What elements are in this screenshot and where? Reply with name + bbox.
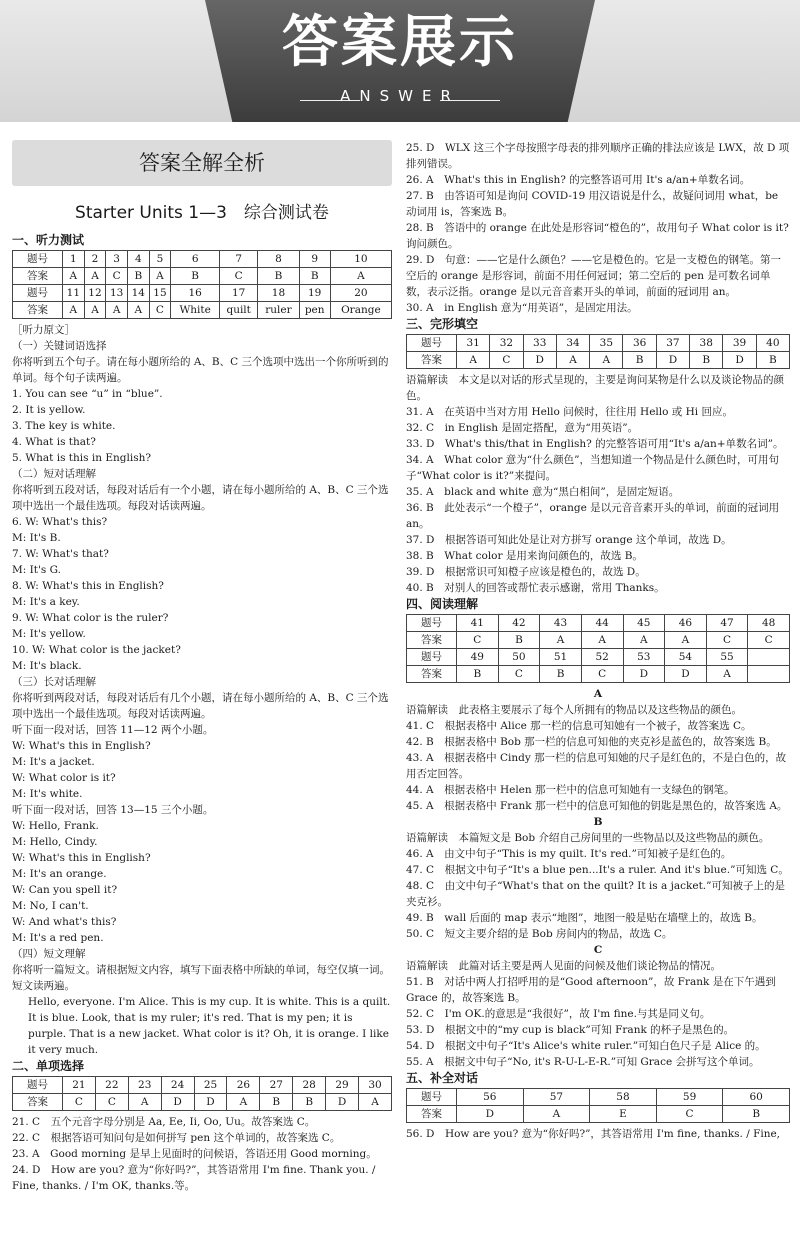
text-line: 10. W: What color is the jacket?	[12, 644, 181, 656]
text-line: 34. A What color 意为“什么颜色”，当想知道一个物品是什么颜色时，可用句子“What color is it?”来提问。	[406, 454, 779, 482]
text-line: 38. B What color 是用来询问颜色的，故选 B。	[406, 550, 643, 562]
table-cell: 49	[457, 649, 499, 666]
text-line: W: What's this in English?	[12, 740, 151, 752]
table-cell: C	[106, 268, 128, 285]
table-cell: 答案	[13, 1094, 63, 1111]
table-cell: C	[656, 1106, 723, 1123]
table-cell: D	[161, 1094, 194, 1111]
text-line: （二）短对话理解	[12, 468, 96, 480]
table-cell: A	[540, 632, 582, 649]
text-line: 21. C 五个元音字母分别是 Aa, Ee, Ii, Oo, Uu。故答案选 C。	[12, 1116, 316, 1128]
table-cell: 8	[258, 251, 299, 268]
text-line: 语篇解读 此篇对话主要是两人见面的问候及他们谈论物品的情况。	[406, 960, 721, 972]
answer-table-reading	[406, 614, 790, 683]
text-line: M: It's a red pen.	[12, 932, 104, 944]
table-cell: 题号	[407, 1089, 457, 1106]
text-line: W: Hello, Frank.	[12, 820, 99, 832]
table-cell: B	[127, 268, 149, 285]
test-title: Starter Units 1—3 综合测试卷	[75, 203, 329, 223]
text-line: 22. C 根据答语可知问句是如何拼写 pen 这个单词的，故答案选 C。	[12, 1132, 341, 1144]
table-row	[13, 1077, 392, 1094]
table-cell: 题号	[13, 285, 63, 302]
table-cell: 41	[457, 615, 499, 632]
text-line: 46. A 由文中句子“This is my quilt. It's red.”可知被子是红色的。	[406, 848, 732, 860]
text-line: 53. D 根据文中的“my cup is black”可知 Frank 的杯子是黑色的。	[406, 1024, 735, 1036]
text-line: 2. It is yellow.	[12, 404, 86, 416]
table-cell: 题号	[13, 1077, 63, 1094]
table-cell: 12	[84, 285, 106, 302]
text-line: 31. A 在英语中当对方用 Hello 问候时，往往用 Hello 或 Hi 回应。	[406, 406, 733, 418]
banner-title: 答案展示	[282, 10, 518, 75]
table-cell: A	[84, 268, 106, 285]
table-cell: 58	[590, 1089, 657, 1106]
table-cell: B	[260, 1094, 293, 1111]
text-line: 3. The key is white.	[12, 420, 116, 432]
reading-b-explanations	[406, 830, 790, 942]
table-cell: B	[723, 1106, 790, 1123]
table-row	[13, 268, 392, 285]
text-line: W: And what's this?	[12, 916, 117, 928]
text-line: 52. C I'm OK.的意思是“我很好”，故 I'm fine.与其是同义句。	[406, 1008, 711, 1020]
table-cell: C	[220, 268, 258, 285]
table-cell: 40	[756, 335, 789, 352]
table-cell: quilt	[220, 302, 258, 319]
table-cell: 答案	[407, 1106, 457, 1123]
text-line: 1. You can see “u” in “blue”.	[12, 388, 163, 400]
table-cell: 59	[656, 1089, 723, 1106]
table-row	[407, 335, 790, 352]
banner	[0, 0, 800, 122]
table-row	[13, 251, 392, 268]
text-line: 听下面一段对话，回答 11—12 两个小题。	[12, 724, 214, 736]
table-cell: A	[63, 302, 85, 319]
table-cell: 53	[623, 649, 665, 666]
table-cell: D	[523, 352, 556, 369]
table-cell: 52	[581, 649, 623, 666]
table-cell: A	[227, 1094, 260, 1111]
text-line: 30. A in English 意为“用英语”，是固定用法。	[406, 302, 638, 314]
table-cell: 44	[581, 615, 623, 632]
table-cell: 33	[523, 335, 556, 352]
text-line: （四）短文理解	[12, 948, 86, 960]
table-cell: A	[149, 268, 171, 285]
text-line: 36. B 此处表示“一个橙子”，orange 是以元音音素开头的单词，前面的冠词用 an。	[406, 502, 780, 530]
table-cell: 题号	[407, 615, 457, 632]
table-cell: C	[706, 632, 748, 649]
section-title-single-choice: 二、单项选择	[12, 1059, 85, 1073]
table-cell: 10	[330, 251, 391, 268]
table-cell: 55	[706, 649, 748, 666]
table-cell: B	[171, 268, 220, 285]
text-line: 你将听一篇短文。请根据短文内容，填写下面表格中所缺的单词，每空仅填一词。短文读两遍。	[12, 964, 390, 992]
text-line: 37. D 根据答语可知此处是让对方拼写 orange 这个单词，故选 D。	[406, 534, 732, 546]
table-row	[407, 1106, 790, 1123]
table-cell: 4	[127, 251, 149, 268]
table-cell: 32	[490, 335, 523, 352]
answer-table-dialogue	[406, 1088, 790, 1123]
cloze-explanations	[406, 372, 790, 596]
table-cell: 15	[149, 285, 171, 302]
table-cell: 7	[220, 251, 258, 268]
table-row	[407, 649, 790, 666]
text-line: M: It's white.	[12, 788, 83, 800]
text-line: 语篇解读 本篇短文是 Bob 介绍自己房间里的一些物品以及这些物品的颜色。	[406, 832, 770, 844]
table-cell: 45	[623, 615, 665, 632]
table-cell: 21	[63, 1077, 96, 1094]
table-cell: A	[359, 1094, 392, 1111]
table-cell: A	[590, 352, 623, 369]
table-cell: C	[748, 632, 790, 649]
text-line: 49. B wall 后面的 map 表示“地图”，地图一般是贴在墙壁上的，故选 B。	[406, 912, 763, 924]
table-cell: 22	[95, 1077, 128, 1094]
table-row	[407, 615, 790, 632]
text-line: W: What color is it?	[12, 772, 116, 784]
table-cell: 47	[706, 615, 748, 632]
section-title-dialogue: 五、补全对话	[406, 1071, 479, 1085]
reading-c-explanations	[406, 958, 790, 1070]
table-cell	[748, 649, 790, 666]
table-cell: 1	[63, 251, 85, 268]
table-cell: 5	[149, 251, 171, 268]
text-line: 7. W: What's that?	[12, 548, 109, 560]
table-cell: 29	[326, 1077, 359, 1094]
table-cell: C	[149, 302, 171, 319]
text-line: 42. B 根据表格中 Bob 那一栏的信息可知他的夹克衫是蓝色的，故答案选 B。	[406, 736, 777, 748]
table-cell: 2	[84, 251, 106, 268]
text-line: 语篇解读 此表格主要展示了每个人所拥有的物品以及这些物品的颜色。	[406, 704, 742, 716]
table-cell: 16	[171, 285, 220, 302]
text-line: 54. D 根据文中句子“It's Alice's white ruler.”可知白色尺子是 Alice 的。	[406, 1040, 766, 1052]
table-cell: 30	[359, 1077, 392, 1094]
table-cell: 答案	[407, 352, 457, 369]
table-cell: 20	[330, 285, 391, 302]
listening-script	[12, 322, 392, 1058]
text-line: 你将听到两段对话，每段对话后有几个小题，请在每小题所给的 A、B、C 三个选项中选出一个最佳选项。每段对话读两遍。	[12, 692, 389, 720]
table-cell: 14	[127, 285, 149, 302]
text-line: M: It's a key.	[12, 596, 80, 608]
table-cell: B	[299, 268, 330, 285]
table-cell: B	[498, 632, 540, 649]
table-cell: A	[330, 268, 391, 285]
table-cell: B	[293, 1094, 326, 1111]
answer-table-cloze	[406, 334, 790, 369]
table-row	[13, 285, 392, 302]
table-cell: B	[690, 352, 723, 369]
table-cell: D	[723, 352, 756, 369]
table-cell: 38	[690, 335, 723, 352]
text-line: M: It's an orange.	[12, 868, 107, 880]
text-line: 41. C 根据表格中 Alice 那一栏的信息可知她有一个被子，故答案选 C。	[406, 720, 752, 732]
single-choice-explanations-cont	[406, 140, 790, 316]
text-line: 9. W: What color is the ruler?	[12, 612, 169, 624]
text-line: M: It's G.	[12, 564, 61, 576]
table-cell: 27	[260, 1077, 293, 1094]
table-cell: 24	[161, 1077, 194, 1094]
text-line: 语篇解读 本文是以对话的形式呈现的，主要是询问某物是什么以及谈论物品的颜色。	[406, 374, 784, 402]
table-cell: 题号	[407, 335, 457, 352]
text-line: M: Hello, Cindy.	[12, 836, 98, 848]
part-a-label: A	[593, 688, 603, 700]
table-cell: 28	[293, 1077, 326, 1094]
text-line: 你将听到五段对话，每段对话后有一个小题，请在每小题所给的 A、B、C 三个选项中选出一个最佳选项。每段对话读两遍。	[12, 484, 389, 512]
table-cell: A	[128, 1094, 161, 1111]
table-cell: B	[540, 666, 582, 683]
table-cell: 36	[623, 335, 656, 352]
text-line: M: It's B.	[12, 532, 61, 544]
text-line: 29. D 句意：——它是什么颜色？——它是橙色的。它是一支橙色的钢笔。第一空后的 orange 是形容词，前面不用任何冠词；第二空后的 pen 是可数名词单数，表示泛指。orange 是以元音音素开头的单词，前面的冠词用 an。	[406, 254, 781, 298]
table-cell: 答案	[13, 302, 63, 319]
text-line: 5. What is this in English?	[12, 452, 151, 464]
table-cell: ruler	[258, 302, 299, 319]
text-line: 43. A 根据表格中 Cindy 那一栏的信息可知她的尺子是红色的，不是白色的，故用否定回答。	[406, 752, 787, 780]
table-cell: Orange	[330, 302, 391, 319]
table-cell: 18	[258, 285, 299, 302]
table-cell: 31	[457, 335, 490, 352]
text-line: 24. D How are you? 意为“你好吗?”，其答语常用 I'm fine. Thank you. / Fine, thanks. / I'm OK, thanks.等。	[12, 1164, 376, 1192]
table-cell: A	[706, 666, 748, 683]
table-cell: C	[581, 666, 623, 683]
section-title-cloze: 三、完形填空	[406, 317, 479, 331]
table-cell: 9	[299, 251, 330, 268]
table-cell: D	[656, 352, 689, 369]
text-line: 28. B 答语中的 orange 在此处是形容词“橙色的”，故用句子 What color is it? 询问颜色。	[406, 222, 789, 250]
table-cell: 35	[590, 335, 623, 352]
table-cell: 17	[220, 285, 258, 302]
part-b-label: B	[593, 816, 603, 828]
text-line: 44. A 根据表格中 Helen 那一栏中的信息可知她有一支绿色的钢笔。	[406, 784, 735, 796]
table-cell: 19	[299, 285, 330, 302]
table-cell: B	[756, 352, 789, 369]
table-cell: 42	[498, 615, 540, 632]
text-line: 51. B 对话中两人打招呼用的是“Good afternoon”，故 Frank 是在下午遇到 Grace 的，故答案选 B。	[406, 976, 776, 1004]
table-cell: 50	[498, 649, 540, 666]
text-line: 26. A What's this in English? 的完整答语可用 It's a/an+单数名词。	[406, 174, 751, 186]
table-cell: C	[95, 1094, 128, 1111]
text-line: 33. D What's this/that in English? 的完整答语可用“It's a/an+单数名词”。	[406, 438, 784, 450]
text-line: 25. D WLX 这三个字母按照字母表的排列顺序正确的排法应该是 LWX，故 D 项排列错误。	[406, 142, 790, 170]
table-cell: D	[623, 666, 665, 683]
table-row	[407, 352, 790, 369]
table-cell: White	[171, 302, 220, 319]
table-cell: A	[106, 302, 128, 319]
left-column	[12, 140, 392, 1194]
table-cell: 题号	[407, 649, 457, 666]
text-line: ［听力原文］	[12, 324, 75, 336]
answer-table-listening	[12, 250, 392, 319]
table-row	[13, 1094, 392, 1111]
table-cell: B	[623, 352, 656, 369]
table-cell: B	[258, 268, 299, 285]
table-row	[407, 632, 790, 649]
table-cell: 54	[665, 649, 707, 666]
table-cell: E	[590, 1106, 657, 1123]
table-cell: 46	[665, 615, 707, 632]
table-cell: A	[84, 302, 106, 319]
table-cell: A	[623, 632, 665, 649]
text-line: （一）关键词语选择	[12, 340, 107, 352]
single-choice-explanations	[12, 1114, 392, 1194]
table-cell: A	[127, 302, 149, 319]
text-line: M: It's a jacket.	[12, 756, 95, 768]
table-cell: 题号	[13, 251, 63, 268]
table-cell: B	[457, 666, 499, 683]
text-line: M: No, I can't.	[12, 900, 89, 912]
part-c-label: C	[593, 944, 603, 956]
table-cell: 答案	[13, 268, 63, 285]
table-cell: C	[457, 632, 499, 649]
text-line: 50. C 短文主要介绍的是 Bob 房间内的物品，故选 C。	[406, 928, 673, 940]
table-cell: 3	[106, 251, 128, 268]
answer-table-single-choice	[12, 1076, 392, 1111]
table-cell: 13	[106, 285, 128, 302]
text-line: 27. B 由答语可知是询问 COVID-19 用汉语说是什么，故疑问词用 what，be 动词用 is，答案选 B。	[406, 190, 779, 218]
table-cell: D	[326, 1094, 359, 1111]
text-line: 56. D How are you? 意为“你好吗?”，其答语常用 I'm fine, thanks. / Fine,	[406, 1128, 781, 1140]
table-row	[13, 302, 392, 319]
text-line: 48. C 由文中句子“What's that on the quilt? It is a jacket.”可知被子上的是夹克衫。	[406, 880, 786, 908]
text-line: M: It's black.	[12, 660, 82, 672]
table-cell: 37	[656, 335, 689, 352]
text-line: 40. B 对别人的回答或帮忙表示感谢，常用 Thanks。	[406, 582, 665, 594]
text-line: 23. A Good morning 是早上见面时的问候语，答语还用 Good morning。	[12, 1148, 377, 1160]
table-cell: 23	[128, 1077, 161, 1094]
table-cell: A	[523, 1106, 590, 1123]
text-line: 39. D 根据常识可知橙子应该是橙色的，故选 D。	[406, 566, 646, 578]
table-cell: 48	[748, 615, 790, 632]
text-line: Hello, everyone. I'm Alice. This is my cup. It is white. This is a quilt. It is blue. Look, that is my ruler; it's red. That is my pen; it is purple. That is a new jacket. What color is it? Oh, it is orange. I like it very much.	[28, 996, 391, 1056]
text-line: 6. W: What's this?	[12, 516, 108, 528]
table-cell: C	[498, 666, 540, 683]
table-cell: C	[490, 352, 523, 369]
dialogue-explanations	[406, 1126, 790, 1142]
table-cell: A	[556, 352, 589, 369]
table-cell: 57	[523, 1089, 590, 1106]
table-cell: 43	[540, 615, 582, 632]
table-cell: 56	[457, 1089, 524, 1106]
text-line: 55. A 根据文中句子“No, it's R-U-L-E-R.”可知 Grace 会拼写这个单词。	[406, 1056, 760, 1068]
table-cell: C	[63, 1094, 96, 1111]
text-line: 47. C 根据文中句子“It's a blue pen...It's a ruler. And it's blue.”可知选 C。	[406, 864, 789, 876]
table-cell: pen	[299, 302, 330, 319]
table-cell: D	[457, 1106, 524, 1123]
section-title-listening: 一、听力测试	[12, 233, 85, 247]
table-cell	[748, 666, 790, 683]
banner-subtitle: ANSWER	[340, 87, 460, 105]
text-line: 35. A black and white 意为“黑白相间”，是固定短语。	[406, 486, 680, 498]
table-cell: 26	[227, 1077, 260, 1094]
text-line: 你将听到五个句子。请在每小题所给的 A、B、C 三个选项中选出一个你所听到的单词。每个句子读两遍。	[12, 356, 389, 384]
table-cell: A	[581, 632, 623, 649]
text-line: M: It's yellow.	[12, 628, 86, 640]
text-line: W: Can you spell it?	[12, 884, 118, 896]
table-cell: 34	[556, 335, 589, 352]
table-cell: D	[665, 666, 707, 683]
right-column	[406, 140, 790, 1142]
section-header: 答案全解全析	[12, 140, 392, 186]
table-cell: 39	[723, 335, 756, 352]
text-line: 32. C in English 是固定搭配，意为“用英语”。	[406, 422, 639, 434]
reading-a-explanations	[406, 702, 790, 814]
table-row	[407, 666, 790, 683]
table-cell: 60	[723, 1089, 790, 1106]
table-cell: A	[665, 632, 707, 649]
table-row	[407, 1089, 790, 1106]
table-cell: A	[63, 268, 85, 285]
table-cell: 6	[171, 251, 220, 268]
text-line: 8. W: What's this in English?	[12, 580, 164, 592]
text-line: 45. A 根据表格中 Frank 那一栏中的信息可知他的钥匙是黑色的，故答案选 A。	[406, 800, 788, 812]
text-line: 听下面一段对话，回答 13—15 三个小题。	[12, 804, 214, 816]
table-cell: 答案	[407, 632, 457, 649]
table-cell: D	[194, 1094, 227, 1111]
text-line: 4. What is that?	[12, 436, 96, 448]
text-line: W: What's this in English?	[12, 852, 151, 864]
table-cell: 25	[194, 1077, 227, 1094]
table-cell: 51	[540, 649, 582, 666]
text-line: （三）长对话理解	[12, 676, 96, 688]
table-cell: A	[457, 352, 490, 369]
section-title-reading: 四、阅读理解	[406, 597, 479, 611]
table-cell: 答案	[407, 666, 457, 683]
table-cell: 11	[63, 285, 85, 302]
